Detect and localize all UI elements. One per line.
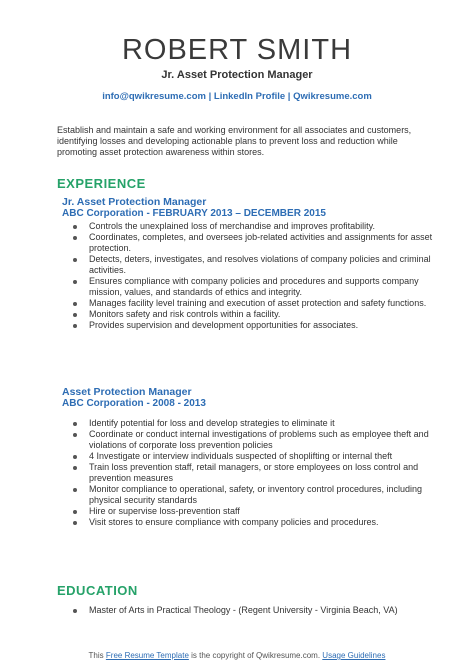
job-company-dates: ABC Corporation - 2008 - 2013 [62, 398, 206, 409]
experience-heading: EXPERIENCE [57, 176, 146, 191]
bullet-icon [73, 225, 77, 229]
bullet-icon [73, 521, 77, 525]
job-company-dates: ABC Corporation - FEBRUARY 2013 – DECEMBER 2015 [62, 208, 326, 219]
candidate-title: Jr. Asset Protection Manager [161, 69, 313, 81]
bullet-icon [73, 302, 77, 306]
list-item [62, 418, 437, 429]
bullet-icon [73, 433, 77, 437]
bullet-icon [73, 324, 77, 328]
summary-text: Establish and maintain a safe and working environment for all associates and customers, identifying losses and developing actionable plans to prevent loss and reduction while promoting asset protection awareness within stores. [57, 125, 412, 157]
job-entry [62, 386, 437, 528]
list-item [62, 232, 437, 254]
list-item [62, 506, 437, 517]
list-item [62, 276, 437, 298]
list-item [62, 309, 437, 320]
bullet-icon [73, 510, 77, 514]
bullet-text: Coordinate or conduct internal investigations of problems such as employee theft and violations of corporate loss prevention policies [89, 429, 429, 450]
footer-copyright-text: is the copyright of Qwikresume.com. [191, 651, 321, 660]
usage-guidelines-link[interactable]: Usage Guidelines [322, 651, 386, 660]
bullet-text: Monitor compliance to operational, safety, or inventory control procedures, including physical security standards [89, 484, 423, 505]
bullet-text: Controls the unexplained loss of merchandise and improves profitability. [89, 221, 375, 231]
list-item [62, 298, 437, 309]
list-item [62, 517, 437, 528]
bullet-icon [73, 466, 77, 470]
footer [0, 651, 474, 661]
bullet-text: Ensures compliance with company policies and procedures and supports company mission, values, and standards of ethics and integrity. [89, 276, 419, 297]
education-entry: Master of Arts in Practical Theology - (Regent University - Virginia Beach, VA) [89, 605, 398, 615]
bullet-text: Visit stores to ensure compliance with company policies and procedures. [89, 517, 379, 527]
job-bullets [62, 221, 437, 331]
bullet-icon [73, 313, 77, 317]
contact-line [0, 91, 474, 103]
list-item [62, 462, 437, 484]
contact-separator: | [285, 91, 294, 102]
list-item [62, 320, 437, 331]
free-resume-template-link[interactable]: Free Resume Template [105, 651, 189, 660]
list-item [62, 429, 437, 451]
bullet-icon [73, 280, 77, 284]
email-link[interactable]: info@qwikresume.com [102, 91, 206, 102]
website-link[interactable]: Qwikresume.com [293, 91, 372, 102]
bullet-icon [73, 236, 77, 240]
list-item [62, 605, 437, 616]
bullet-text: Train loss prevention staff, retail managers, or store employees on loss control and prevention measures [89, 462, 419, 483]
bullet-icon [73, 258, 77, 262]
bullet-text: 4 Investigate or interview individuals suspected of shoplifting or internal theft [89, 451, 393, 461]
bullet-text: Provides supervision and development opportunities for associates. [89, 320, 359, 330]
list-item [62, 451, 437, 462]
job-role: Jr. Asset Protection Manager [62, 196, 207, 208]
bullet-icon [73, 609, 77, 613]
education-list [62, 605, 437, 616]
bullet-text: Coordinates, completes, and oversees job-related activities and assignments for asset protection. [89, 232, 433, 253]
footer-prefix: This [88, 651, 104, 660]
bullet-text: Hire or supervise loss-prevention staff [89, 506, 240, 516]
bullet-text: Monitors safety and risk controls within a facility. [89, 309, 281, 319]
job-role: Asset Protection Manager [62, 386, 192, 398]
job-entry [62, 196, 437, 331]
bullet-text: Manages facility level training and execution of asset protection and safety functions. [89, 298, 427, 308]
education-heading: EDUCATION [57, 583, 138, 598]
bullet-text: Identify potential for loss and develop strategies to eliminate it [89, 418, 335, 428]
linkedin-link[interactable]: LinkedIn Profile [213, 91, 286, 102]
list-item [62, 484, 437, 506]
candidate-name: ROBERT SMITH [121, 34, 353, 66]
bullet-icon [73, 422, 77, 426]
job-bullets [62, 418, 437, 528]
education-bullets [62, 605, 437, 616]
bullet-text: Detects, deters, investigates, and resolves violations of company policies and criminal activities. [89, 254, 431, 275]
list-item [62, 254, 437, 276]
bullet-icon [73, 455, 77, 459]
bullet-icon [73, 488, 77, 492]
list-item [62, 221, 437, 232]
contact-separator: | [205, 91, 214, 102]
